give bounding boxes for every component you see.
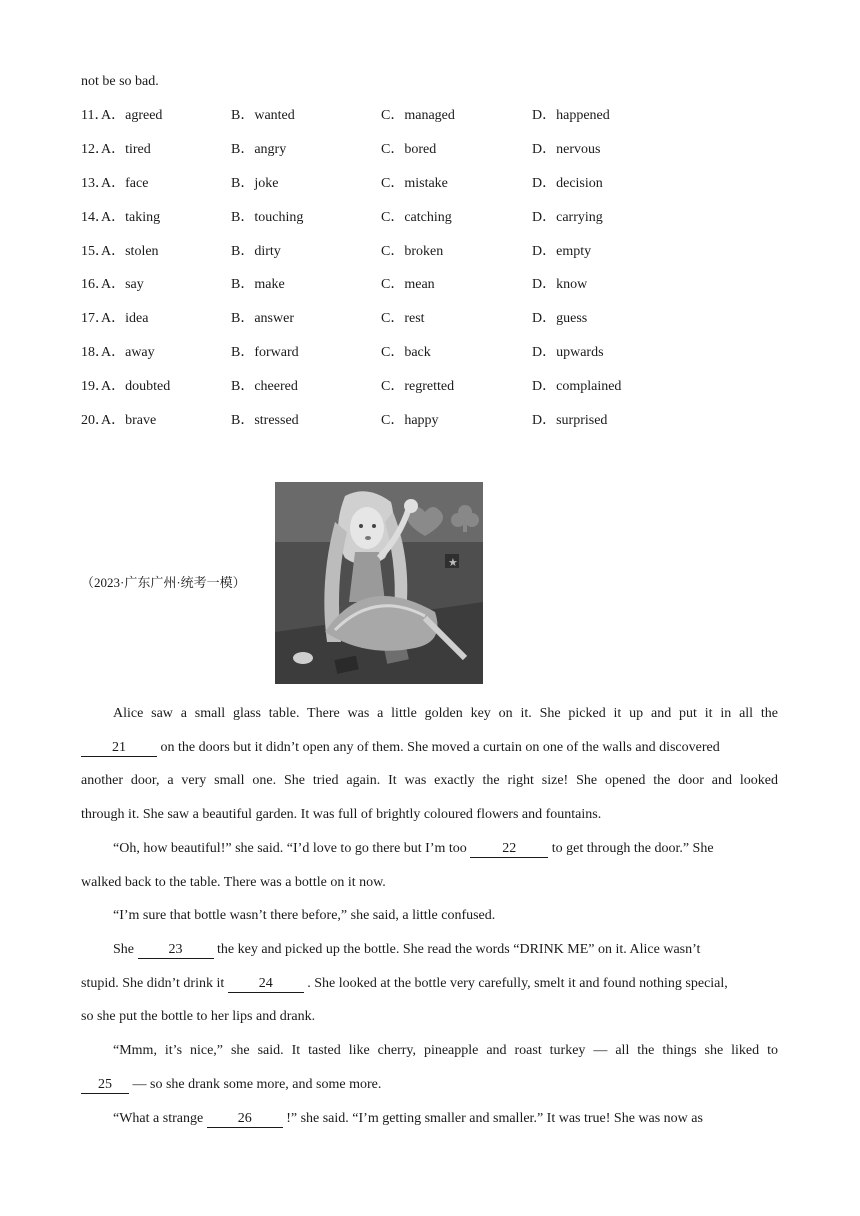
option-a: A．say — [101, 277, 144, 292]
option-a: A．away — [101, 345, 155, 360]
alice-illustration — [275, 482, 483, 684]
source-label: （2023·广东广州·统考一模） — [81, 575, 246, 590]
question-number: 15． — [81, 244, 109, 259]
alice-illustration-drawing — [275, 482, 483, 684]
option-b: B．angry — [231, 142, 287, 157]
option-d: D．know — [532, 277, 588, 292]
option-b: B．answer — [231, 311, 294, 326]
passage-line: through it. She saw a beautiful garden. It was full of brightly coloured flowers and fountains. — [81, 807, 602, 823]
option-d: D．decision — [532, 176, 603, 191]
option-d: D．carrying — [532, 210, 603, 225]
passage-line: “I’m sure that bottle wasn’t there before,” she said, a little confused. — [113, 908, 496, 923]
blank-24: 24 — [228, 976, 304, 993]
option-d: D．complained — [532, 379, 622, 394]
question-number: 20． — [81, 413, 109, 428]
option-a: A．idea — [101, 311, 149, 326]
question-number: 11． — [81, 108, 109, 123]
passage-paragraph-4 — [81, 933, 778, 1034]
question-number: 17． — [81, 311, 109, 326]
passage-line: “Mmm, it’s nice,” she said. It tasted like cherry, pineapple and roast turkey — all the things she liked to — [113, 1043, 778, 1058]
option-c: C．mistake — [381, 176, 448, 191]
option-d: D．happened — [532, 108, 610, 123]
passage-line: so she put the bottle to her lips and drank. — [81, 1009, 316, 1025]
option-c: C．back — [381, 345, 431, 360]
option-a: A．face — [101, 176, 149, 191]
passage-line: “What a strange 26 !” she said. “I’m getting smaller and smaller.” It was true! She was now as — [113, 1111, 703, 1126]
passage-paragraph-6 — [81, 1102, 778, 1136]
passage-line — [81, 731, 778, 765]
option-b: B．make — [231, 277, 285, 292]
passage-paragraph-1 — [81, 697, 778, 832]
option-d: D．nervous — [532, 142, 601, 157]
option-a: A．tired — [101, 142, 151, 157]
question-number: 19． — [81, 379, 109, 394]
option-d: D．guess — [532, 311, 588, 326]
question-number: 13． — [81, 176, 109, 191]
option-b: B．touching — [231, 210, 304, 225]
intro-tail-text: not be so bad. — [81, 74, 159, 89]
passage-line: Alice saw a small glass table. There was a little golden key on it. She picked it up and put it in all the — [113, 706, 778, 721]
passage-text: “Oh, how beautiful!” she said. “I’d love to go there but I’m too 22 to get through the door.” She — [113, 841, 714, 856]
option-c: C．regretted — [381, 379, 455, 394]
option-d: D．empty — [532, 244, 592, 259]
option-a: A．agreed — [101, 108, 163, 123]
question-number: 12． — [81, 142, 109, 157]
option-c: C．rest — [381, 311, 425, 326]
svg-text:★: ★ — [448, 557, 458, 569]
question-number: 18． — [81, 345, 109, 360]
option-c: C．managed — [381, 108, 455, 123]
option-c: C．bored — [381, 142, 437, 157]
option-a: A．taking — [101, 210, 161, 225]
blank-23: 23 — [138, 942, 214, 959]
option-b: B．cheered — [231, 379, 298, 394]
passage-paragraph-2 — [81, 832, 778, 899]
option-a: A．brave — [101, 413, 157, 428]
option-b: B．dirty — [231, 244, 281, 259]
blank-25: 25 — [81, 1077, 129, 1094]
passage-line — [81, 832, 778, 866]
question-number: 16． — [81, 277, 109, 292]
option-b: B．forward — [231, 345, 299, 360]
passage-line: walked back to the table. There was a bottle on it now. — [81, 874, 386, 890]
option-b: B．stressed — [231, 413, 299, 428]
option-b: B．joke — [231, 176, 279, 191]
passage-line: another door, a very small one. She tried again. It was exactly the right size! She opened the door and looked — [81, 773, 778, 789]
option-c: C．broken — [381, 244, 444, 259]
option-c: C．happy — [381, 413, 439, 428]
passage-line: stupid. She didn’t drink it 24 . She looked at the bottle very carefully, smelt it and found nothing special, — [81, 975, 728, 991]
option-d: D．surprised — [532, 413, 608, 428]
blank-26: 26 — [207, 1111, 283, 1128]
passage-line: She 23 the key and picked up the bottle. She read the words “DRINK ME” on it. Alice wasn’t — [113, 942, 701, 957]
passage-line: 25 — so she drank some more, and some more. — [81, 1068, 778, 1102]
blank-22: 22 — [470, 841, 548, 858]
option-c: C．mean — [381, 277, 435, 292]
passage-paragraph-5 — [81, 1034, 778, 1101]
option-b: B．wanted — [231, 108, 295, 123]
passage-text: on the doors but it didn’t open any of them. She moved a curtain on one of the walls and discovered — [157, 739, 720, 755]
option-d: D．upwards — [532, 345, 604, 360]
passage-paragraph-3 — [81, 899, 778, 933]
blank-21: 21 — [81, 740, 157, 757]
option-a: A．stolen — [101, 244, 159, 259]
option-a: A．doubted — [101, 379, 171, 394]
option-c: C．catching — [381, 210, 452, 225]
question-number: 14． — [81, 210, 109, 225]
